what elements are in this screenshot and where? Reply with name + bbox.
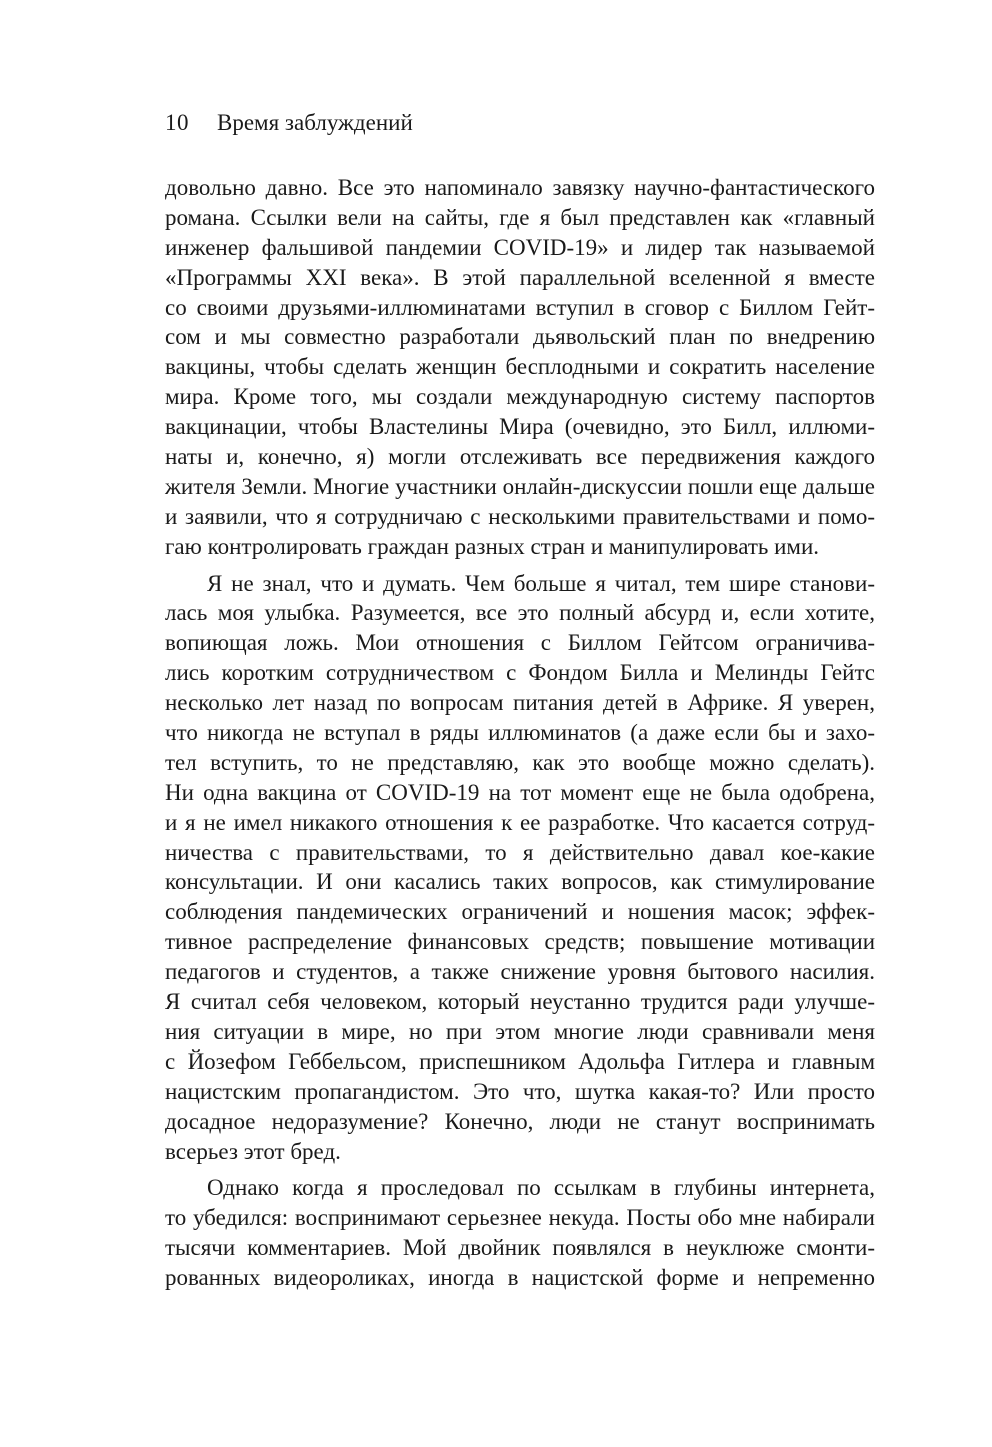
text-line: наты и, конечно, я) могли отслеживать все передвижения каждого (165, 444, 875, 470)
text-line: романа. Ссылки вели на сайты, где я был представлен как «главный (165, 204, 875, 230)
page-number: 10 (165, 110, 189, 135)
text-line: что никогда не вступал в ряды иллюминатов (а даже если бы и захо- (165, 720, 875, 746)
text-line: то убедился: воспринимают серьезнее некуда. Посты обо мне набирали (165, 1205, 875, 1231)
text-line: гаю контролировать граждан разных стран и манипулировать ими. (165, 533, 820, 559)
text-line: тивное распределение финансовых средств; повышение мотивации (165, 929, 875, 955)
text-line: со своими друзьями-иллюминатами вступил в сговор с Биллом Гейт- (165, 294, 875, 320)
text-line: довольно давно. Все это напоминало завязку научно-фантастического (165, 175, 875, 200)
text-line: всерьез этот бред. (165, 1138, 341, 1164)
text-line: жителя Земли. Многие участники онлайн-дискуссии пошли еще дальше (165, 473, 875, 499)
text-line: нацистским пропагандистом. Это что, шутка какая-то? Или просто (165, 1078, 875, 1104)
paragraph-gap (165, 1166, 875, 1173)
running-title: Время заблуждений (217, 110, 413, 135)
running-head (165, 108, 413, 138)
paragraph-gap (165, 562, 875, 569)
text-line: Я считал себя человеком, который неустанно трудится ради улучше- (165, 989, 875, 1015)
text-line: вакцины, чтобы сделать женщин бесплодными и сократить население (165, 354, 875, 380)
text-line: вопиющая ложь. Мои отношения с Биллом Гейтсом ограничива- (165, 630, 875, 656)
text-line: мира. Кроме того, мы создали международную систему паспортов (165, 384, 875, 410)
text-line: соблюдения пандемических ограничений и ношения масок; эффек- (165, 899, 875, 925)
text-line: педагогов и студентов, а также снижение уровня бытового насилия. (165, 959, 875, 985)
text-line: инженер фальшивой пандемии COVID-19» и лидер так называемой (165, 234, 875, 260)
text-line: «Программы XXI века». В этой параллельной вселенной я вместе (165, 264, 875, 290)
text-line: лись коротким сотрудничеством с Фондом Билла и Мелинды Гейтс (165, 660, 875, 686)
text-line: несколько лет назад по вопросам питания детей в Африке. Я уверен, (165, 690, 875, 716)
paragraph (165, 173, 875, 562)
text-line: Я не знал, что и думать. Чем больше я читал, тем шире станови- (207, 570, 875, 596)
text-line: и заявили, что я сотрудничаю с несколькими правительствами и помо- (165, 503, 875, 529)
paragraph (165, 569, 875, 1167)
text-line: рованных видеороликах, иногда в нацистской форме и непременно (165, 1265, 875, 1291)
body-text (165, 173, 875, 1293)
text-line: тел вступить, то не представляю, как это вообще можно сделать). (165, 749, 875, 775)
paragraph (165, 1173, 875, 1293)
text-line: ничества с правительствами, то я действительно давал кое-какие (165, 839, 875, 865)
text-line: ния ситуации в мире, но при этом многие люди сравнивали меня (165, 1018, 875, 1044)
text-line: Ни одна вакцина от COVID-19 на тот момент еще не была одобрена, (165, 779, 875, 805)
text-line: тысячи комментариев. Мой двойник появлялся в неуклюже смонти- (165, 1235, 875, 1261)
text-line: вакцинации, чтобы Властелины Мира (очевидно, это Билл, иллюми- (165, 414, 875, 440)
text-line: сом и мы совместно разработали дьявольский план по внедрению (165, 324, 875, 350)
text-line: Однако когда я проследовал по ссылкам в глубины интернета, (207, 1175, 875, 1201)
text-line: с Йозефом Геббельсом, приспешником Адольфа Гитлера и главным (165, 1048, 875, 1074)
text-line: консультации. И они касались таких вопросов, как стимулирование (165, 869, 875, 895)
text-line: и я не имел никакого отношения к ее разработке. Что касается сотруд- (165, 809, 875, 835)
text-line: досадное недоразумение? Конечно, люди не станут воспринимать (165, 1108, 875, 1134)
text-line: лась моя улыбка. Разумеется, все это полный абсурд и, если хотите, (165, 600, 875, 626)
